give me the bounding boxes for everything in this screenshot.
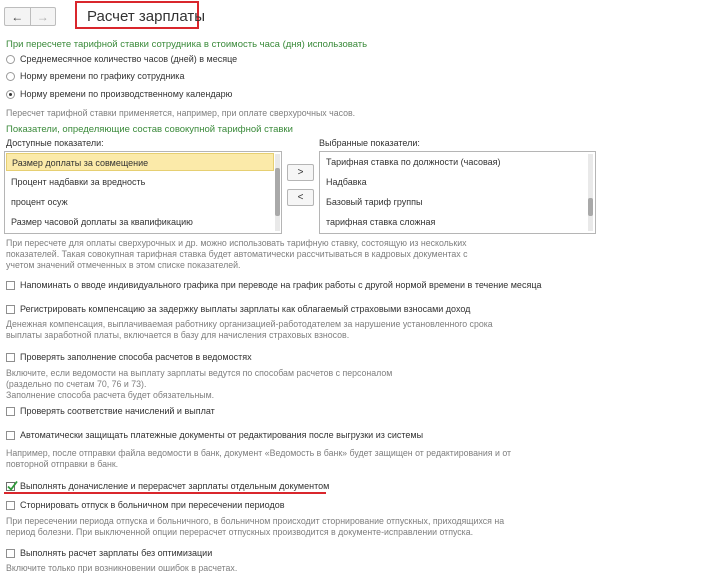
radio-average-hours[interactable]	[6, 55, 15, 64]
selected-indicators-label: Выбранные показатели:	[319, 138, 420, 148]
radio-production-calendar[interactable]	[6, 90, 15, 99]
remove-indicator-button[interactable]: <	[287, 189, 314, 206]
option-label: Выполнять доначисление и перерасчет зарплаты отдельным документом	[20, 481, 330, 491]
highlight-underline	[4, 492, 326, 494]
option-hint-line: Включите, если ведомости на выплату зарплаты ведутся по способам расчетов с персоналом	[6, 368, 393, 378]
option-hint-line: период болезни. При выключенной опции перерасчет отпускных производится в документе-исправлении отпуска.	[6, 527, 474, 537]
option-hint-line: Включите только при возникновении ошибок в расчетах.	[6, 563, 238, 573]
list-item[interactable]: Размер часовой доплаты за квапификацию	[11, 217, 193, 227]
hour-rate-heading: При пересчете тарифной ставки сотрудника в стоимость часа (дня) использовать	[6, 39, 368, 50]
option-hint-line: повторной отправки в банк.	[6, 459, 119, 469]
indicators-heading: Показатели, определяющие состав совокупной тарифной ставки	[6, 124, 293, 135]
calculate-without-optimization-checkbox[interactable]	[6, 549, 15, 558]
list-item[interactable]: Процент надбавки за вредность	[11, 177, 146, 187]
reverse-vacation-checkbox[interactable]	[6, 501, 15, 510]
option-hint-line: (раздельно по счетам 70, 76 и 73).	[6, 379, 147, 389]
scrollbar-thumb[interactable]	[275, 168, 280, 216]
checkmark-icon	[6, 480, 18, 492]
selected-list-scrollbar[interactable]	[588, 154, 593, 231]
list-item[interactable]: тарифная ставка сложная	[326, 217, 436, 227]
radio-label: Норму времени по производственному календарю	[20, 89, 233, 99]
radio-employee-schedule[interactable]	[6, 72, 15, 81]
option-hint-line: Денежная компенсация, выплачиваемая работнику организацией-работодателем за нарушение установленного срока	[6, 319, 493, 329]
indicators-hint-line: учетом значений отмеченных в этом списке показателей.	[6, 260, 241, 270]
option-label: Регистрировать компенсацию за задержку выплаты зарплаты как облагаемый страховыми взносами доход	[20, 304, 471, 314]
available-indicators-label: Доступные показатели:	[6, 138, 104, 148]
forward-arrow-icon[interactable]: →	[36, 9, 49, 24]
option-hint-line: Заполнение способа расчета будет обязательным.	[6, 390, 215, 400]
page-title: Расчет зарплаты	[87, 8, 205, 25]
option-hint-line: Например, после отправки файла ведомости в банк, документ «Ведомость в банк» будет защищен от редактирования и от	[6, 448, 512, 458]
option-label: Сторнировать отпуск в больничном при пересечении периодов	[20, 500, 285, 510]
separate-recalculation-checkbox[interactable]	[6, 482, 15, 491]
option-label: Проверять соответствие начислений и выплат	[20, 406, 215, 416]
option-label: Проверять заполнение способа расчетов в ведомостях	[20, 352, 252, 362]
list-item[interactable]: Тарифная ставка по должности (часовая)	[326, 157, 501, 167]
selected-indicators-list[interactable]	[319, 151, 596, 234]
option-hint-line: выплаты заработной платы, включается в базу для начисления страховых взносов.	[6, 330, 350, 340]
radio-label: Среднемесячное количество часов (дней) в месяце	[20, 54, 238, 64]
add-indicator-button[interactable]: >	[287, 164, 314, 181]
option-label: Напоминать о вводе индивидуального графика при переводе на график работы с другой нормой времени в течение месяца	[20, 280, 542, 290]
list-item[interactable]: Базовый тариф группы	[326, 197, 423, 207]
scrollbar-thumb[interactable]	[588, 198, 593, 216]
list-item[interactable]: Размер доплаты за совмещение	[6, 153, 274, 171]
navigation-buttons	[4, 7, 56, 26]
indicators-hint-line: При пересчете для оплаты сверхурочных и др. можно использовать тарифную ставку, состоящую из нескольких	[6, 238, 467, 248]
available-indicators-list[interactable]	[4, 151, 282, 234]
option-hint-line: При пересечении периода отпуска и больничного, в больничном происходит сторнирование отпускных, приходящихся на	[6, 516, 505, 526]
hour-rate-hint: Пересчет тарифной ставки применяется, например, при оплате сверхурочных часов.	[6, 108, 356, 118]
back-arrow-icon[interactable]: ←	[5, 8, 31, 25]
list-item[interactable]: Надбавка	[326, 177, 367, 187]
option-label: Выполнять расчет зарплаты без оптимизации	[20, 548, 213, 558]
option-label: Автоматически защищать платежные документы от редактирования после выгрузки из системы	[20, 430, 424, 440]
check-payment-method-checkbox[interactable]	[6, 353, 15, 362]
check-accruals-payments-checkbox[interactable]	[6, 407, 15, 416]
list-item[interactable]: процент осуж	[11, 197, 68, 207]
register-delay-compensation-checkbox[interactable]	[6, 305, 15, 314]
radio-label: Норму времени по графику сотрудника	[20, 71, 185, 81]
indicators-hint-line: показателей. Такая совокупная тарифная ставка будет автоматически рассчитываться в кадровых документах с	[6, 249, 468, 259]
protect-payment-documents-checkbox[interactable]	[6, 431, 15, 440]
remind-individual-schedule-checkbox[interactable]	[6, 281, 15, 290]
